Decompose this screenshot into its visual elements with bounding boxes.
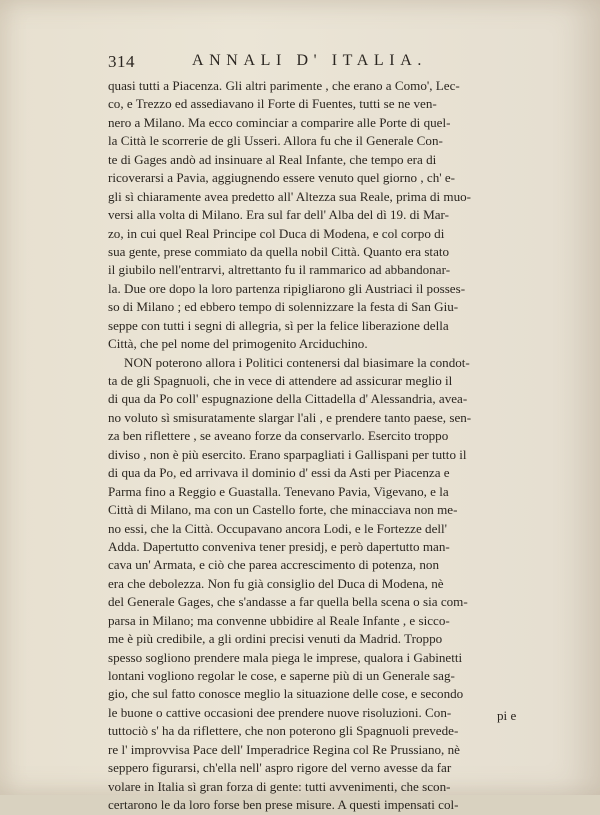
text-line: NON poterono allora i Politici contenersi dal biasimare la condot- xyxy=(124,354,470,370)
text-line: sua gente, prese commiato da quella nobil Città. Quanto era stato xyxy=(108,243,450,259)
text-line: diviso , non è più esercito. Erano sparpagliati i Gallispani per tutto il xyxy=(108,446,467,462)
text-line: Città di Milano, ma con un Castello forte, che minacciava non me- xyxy=(108,502,458,518)
body-text xyxy=(108,77,518,815)
text-line: so di Milano ; ed ebbero tempo di solennizzare la festa di San Giu- xyxy=(108,299,459,315)
text-line: tuttociò s' ha da riflettere, che non poterono gli Spagnuoli prevede- xyxy=(108,723,459,739)
text-line: gio, che sul fatto conosce meglio la situazione delle cose, e secondo xyxy=(108,686,464,702)
text-line: no voluto sì smisuratamente slargar l'ali , e prendere tanto paese, sen- xyxy=(108,409,472,425)
running-title: ANNALI D' ITALIA. xyxy=(192,52,427,69)
text-line: nero a Milano. Ma ecco cominciar a comparire alle Porte di quel- xyxy=(108,114,451,130)
text-line: la Città le scorrerie de gli Usseri. Allora fu che il Generale Con- xyxy=(108,133,443,149)
page-number: 314 xyxy=(108,52,135,71)
text-line: il giubilo nell'entrarvi, altrettanto fu il rammarico ad abbandonar- xyxy=(108,262,451,278)
page-header xyxy=(108,52,470,74)
text-line: certarono le da loro forse ben prese misure. A questi impensati col- xyxy=(108,797,459,813)
text-line: Adda. Dapertutto conveniva tener presidj, e però dapertutto man- xyxy=(108,538,450,554)
text-line: versi alla volta di Milano. Era sul far dell' Alba del dì 19. di Mar- xyxy=(108,207,449,223)
text-line: le buone o cattive occasioni dee prendere nuove risoluzioni. Con- xyxy=(108,704,452,720)
text-line: di qua da Po, ed arrivava il dominio d' essi da Asti per Piacenza e xyxy=(108,465,450,481)
text-line: parsa in Milano; ma convenne ubbidire al Reale Infante , e sicco- xyxy=(108,612,450,628)
text-line: seppero figurarsi, ch'ella nell' aspro rigore del verno avesse da far xyxy=(108,760,452,776)
text-line: za ben riflettere , se aveano forze da conservarlo. Esercito troppo xyxy=(108,428,449,444)
text-line: re l' improvvisa Pace dell' Imperadrice Regina col Re Prussiano, nè xyxy=(108,741,460,757)
text-line: me è più credibile, a gli ordini precisi venuti da Madrid. Troppo xyxy=(108,631,443,647)
text-line: Città, che pel nome del primogenito Arciduchino. xyxy=(108,336,368,352)
text-line: del Generale Gages, che s'andasse a far quella bella scena o sia com- xyxy=(108,594,468,610)
text-line: la. Due ore dopo la loro partenza ripigliarono gli Austriaci il posses- xyxy=(108,280,466,296)
text-line: seppe con tutti i segni di allegria, sì per la felice liberazione della xyxy=(108,317,449,333)
text-line: quasi tutti a Piacenza. Gli altri parimente , che erano a Como', Lec- xyxy=(108,78,460,93)
paragraph xyxy=(108,354,518,815)
catchword: pi e xyxy=(497,708,517,723)
text-line: gli sì chiaramente avea predetto all' Altezza sua Reale, prima di muo- xyxy=(108,188,472,204)
text-line: di qua da Po coll' espugnazione della Cittadella d' Alessandria, avea- xyxy=(108,391,468,407)
text-line: volare in Italia sì gran forza di gente: tutti avvenimenti, che scon- xyxy=(108,778,451,794)
paragraph xyxy=(108,77,518,354)
text-line: ricoverarsi a Pavia, aggiugnendo essere venuto quel giorno , ch' e- xyxy=(108,170,456,186)
text-line: ta de gli Spagnuoli, che in vece di attendere ad assicurar meglio il xyxy=(108,373,453,388)
text-line: spesso sogliono prendere mala piega le imprese, qualora i Gabinetti xyxy=(108,649,463,665)
text-line: co, e Trezzo ed assediavano il Forte di Fuentes, tutti se ne ven- xyxy=(108,96,437,112)
text-line: era che debolezza. Non fu già consiglio del Duca di Modena, nè xyxy=(108,575,444,591)
text-line: no essi, che la Città. Occupavano ancora Lodi, e le Fortezze dell' xyxy=(108,520,448,536)
text-line: lontani vogliono regolar le cose, e saperne più di un Generale sag- xyxy=(108,668,455,683)
text-line: cava un' Armata, e ciò che parea accrescimento di potenza, non xyxy=(108,557,439,573)
text-line: te di Gages andò ad insinuare al Real Infante, che tempo era di xyxy=(108,151,437,167)
text-line: zo, in cui quel Real Principe col Duca di Modena, e col corpo di xyxy=(108,225,445,241)
text-line: Parma fino a Reggio e Guastalla. Tenevano Pavia, Vigevano, e la xyxy=(108,483,449,499)
